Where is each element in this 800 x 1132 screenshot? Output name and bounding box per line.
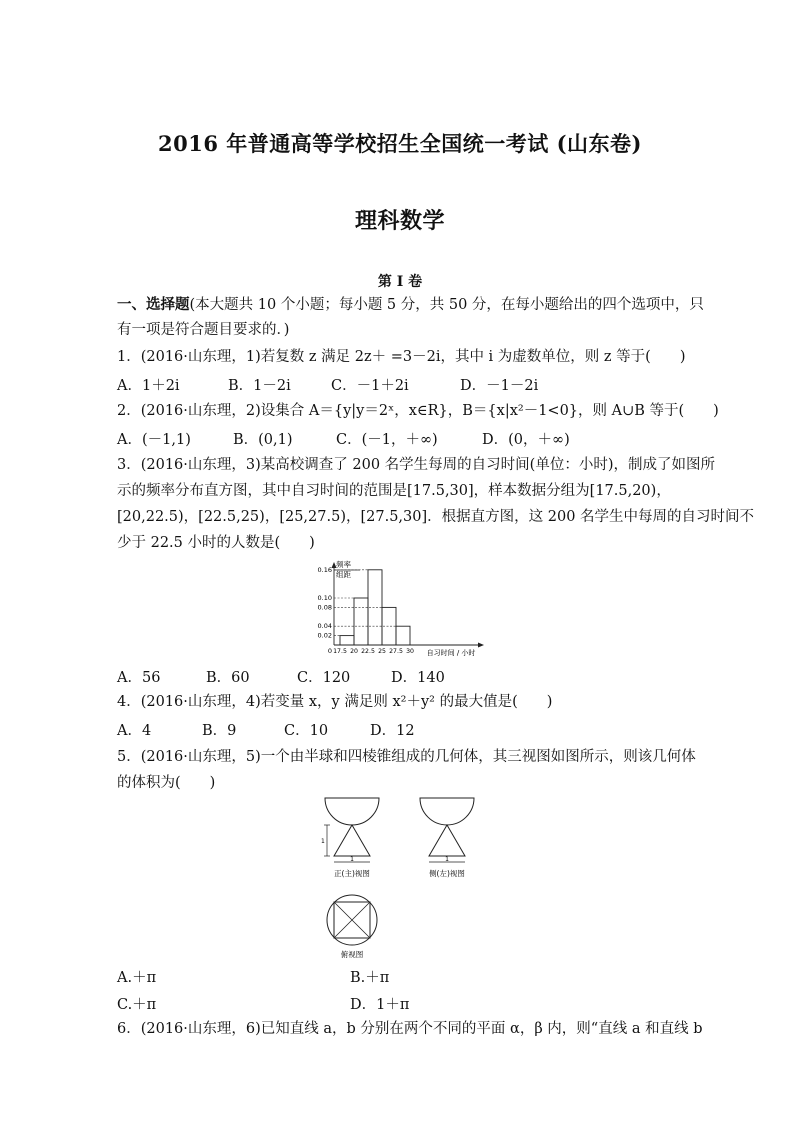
question-3-line-4: 少于 22.5 小时的人数是( ) <box>117 535 315 551</box>
origin-label: 0 <box>327 647 333 655</box>
exam-title: 2016 年普通高等学校招生全国统一考试 (山东卷) <box>158 131 642 156</box>
x-axis-arrow <box>478 643 484 648</box>
y-tick-label-3: 0.04 <box>317 622 332 631</box>
front-view <box>321 798 379 878</box>
ylabel-denominator: 组距 <box>336 570 351 579</box>
y-tick-label-0: 0.16 <box>317 565 332 574</box>
q4-option-d: D．12 <box>370 723 415 739</box>
x-tick-label-1: 20 <box>350 648 358 655</box>
bar-1 <box>354 598 368 645</box>
q5-option-d: D．1＋π <box>350 997 410 1013</box>
x-tick-label-2: 22.5 <box>361 648 375 655</box>
exam-subject: 理科数学 <box>354 208 445 234</box>
y-tick-label-2: 0.08 <box>317 603 332 612</box>
question-3-line-1: 3．(2016·山东理，3)某高校调查了 200 名学生每周的自习时间(单位：小时)，制成了如图所 <box>117 457 715 473</box>
q2-option-a: A．(－1,1) <box>117 432 191 448</box>
q5-option-a: A.＋π <box>117 970 157 986</box>
section-instruction <box>117 295 704 315</box>
side-view <box>420 798 474 878</box>
x-tick-label-5: 30 <box>406 648 414 655</box>
q3-option-d: D．140 <box>391 670 445 686</box>
front-view-label: 正(主)视图 <box>334 869 370 878</box>
question-1-stem: 1．(2016·山东理，1)若复数 z 满足 2z＋ =3－2i，其中 i 为虚数单位，则 z 等于( ) <box>117 349 686 365</box>
y-tick-label-4: 0.02 <box>317 631 332 640</box>
q4-option-a: A．4 <box>117 723 152 739</box>
q3-option-b: B．60 <box>206 670 250 686</box>
front-pyramid <box>334 825 370 856</box>
ylabel-numerator: 频率 <box>336 560 351 569</box>
question-4-stem: 4．(2016·山东理，4)若变量 x，y 满足则 x²＋y² 的最大值是( ) <box>117 694 553 710</box>
q1-option-a: A．1＋2i <box>117 378 180 394</box>
q2-option-b: B．(0,1) <box>233 432 293 448</box>
q4-option-b: B．9 <box>202 723 237 739</box>
x-tick-label-4: 27.5 <box>389 648 403 655</box>
q5-option-b: B.＋π <box>350 970 390 986</box>
top-view <box>327 895 377 959</box>
front-height-label: 1 <box>321 838 325 845</box>
bar-4 <box>396 626 410 645</box>
q5-option-c: C.＋π <box>117 997 157 1013</box>
question-3-line-2: 示的频率分布直方图，其中自习时间的范围是[17.5,30]，样本数据分组为[17.5,20)， <box>117 483 671 499</box>
top-view-label: 俯视图 <box>340 950 364 959</box>
q2-option-d: D．(0，＋∞) <box>482 432 570 448</box>
instruction-line-1: (本大题共 10 个小题；每小题 5 分，共 50 分，在每小题给出的四个选项中，只 <box>189 297 704 313</box>
front-hemisphere <box>325 798 379 825</box>
q3-option-a: A．56 <box>117 670 161 686</box>
q1-option-b: B．1－2i <box>228 378 291 394</box>
q3-option-c: C．120 <box>297 670 351 686</box>
side-hemisphere <box>420 798 474 825</box>
bar-0 <box>340 636 354 645</box>
side-pyramid <box>429 825 465 856</box>
x-tick-label-0: 17.5 <box>333 648 347 655</box>
question-5-line-2: 的体积为( ) <box>117 775 216 791</box>
question-2-stem: 2．(2016·山东理，2)设集合 A＝{y|y＝2ˣ，x∈R}，B＝{x|x²－1<0}，则 A∪B 等于( ) <box>117 403 719 419</box>
question-3-line-3: [20,22.5)，[22.5,25)，[25,27.5)，[27.5,30]．根据直方图，这 200 名学生中每周的自习时间不 <box>117 509 755 525</box>
y-tick-label-1: 0.10 <box>317 594 332 602</box>
question-6-stem: 6．(2016·山东理，6)已知直线 a，b 分别在两个不同的平面 α，β 内，则“直线 a 和直线 b <box>117 1021 703 1037</box>
x-axis-label: 自习时间 / 小时 <box>426 649 476 657</box>
side-width-label: 1 <box>445 856 449 863</box>
instruction-line-2: 有一项是符合题目要求的．) <box>117 322 290 338</box>
side-view-label: 侧(左)视图 <box>429 869 465 878</box>
q1-option-d: D．－1－2i <box>460 378 539 394</box>
three-view-drawing <box>318 792 483 962</box>
section-heading: 一、选择题 <box>117 296 190 313</box>
volume-label: 第 Ⅰ 卷 <box>377 274 423 290</box>
frequency-histogram <box>300 557 500 657</box>
x-tick-label-3: 25 <box>378 648 386 655</box>
front-width-label: 1 <box>350 856 354 863</box>
q2-option-c: C．(－1，＋∞) <box>336 432 438 448</box>
q4-option-c: C．10 <box>284 723 329 739</box>
q1-option-c: C．－1＋2i <box>331 378 409 394</box>
question-5-line-1: 5．(2016·山东理，5)一个由半球和四棱锥组成的几何体，其三视图如图所示，则该几何体 <box>117 749 696 765</box>
